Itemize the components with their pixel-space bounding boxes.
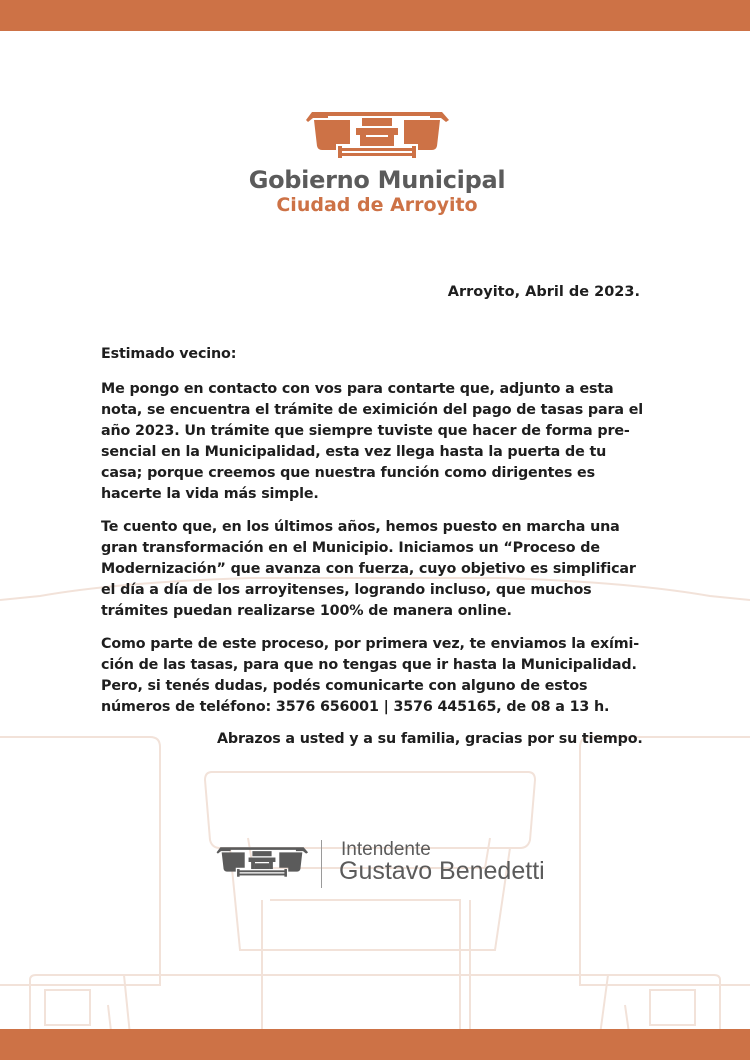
letter-closing: Abrazos a usted y a su familia, gracias por su tiempo. <box>217 731 643 747</box>
municipal-building-icon <box>214 846 310 878</box>
letter-date: Arroyito, Abril de 2023. <box>447 284 640 300</box>
signature-role: Intendente <box>341 839 431 860</box>
municipal-building-icon <box>302 110 452 160</box>
bottom-accent-bar <box>0 1029 750 1060</box>
letter-greeting: Estimado vecino: <box>101 346 237 362</box>
logo-subtitle: Ciudad de Arroyito <box>276 194 478 216</box>
letter-paragraph: Como parte de este proceso, por primera vez, te enviamos la exími-ción de las tasas, para que no tengas que ir hasta la Municipalidad. Pero, si tenés dudas, podés comunicarte con alguno de estos números de teléfono: 3576 656001 | 3576 445165, de 08 a 13 h. <box>101 636 640 715</box>
letter-body <box>101 344 649 730</box>
signature-name: Gustavo Benedetti <box>339 857 545 885</box>
letter-paragraph: Me pongo en contacto con vos para contarte que, adjunto a esta nota, se encuentra el trámite de eximición del pago de tasas para el año 2023. Un trámite que siempre tuviste que hacer de forma pre-sencial en la Municipalidad, esta vez llega hasta la puerta de tu casa; porque creemos que nuestra función como dirigentes es hacerte la vida más simple. <box>101 381 643 502</box>
municipal-logo <box>232 110 522 216</box>
signature-divider <box>321 840 322 888</box>
letter-paragraph: Te cuento que, en los últimos años, hemos puesto en marcha una gran transformación en el Municipio. Iniciamos un “Proceso de Modernización” que avanza con fuerza, cuyo objetivo es simplificar el día a día de los arroyitenses, logrando incluso, que muchos trámites puedan realizarse 100% de manera online. <box>101 519 636 619</box>
top-accent-bar <box>0 0 750 31</box>
logo-title: Gobierno Municipal <box>248 166 506 194</box>
